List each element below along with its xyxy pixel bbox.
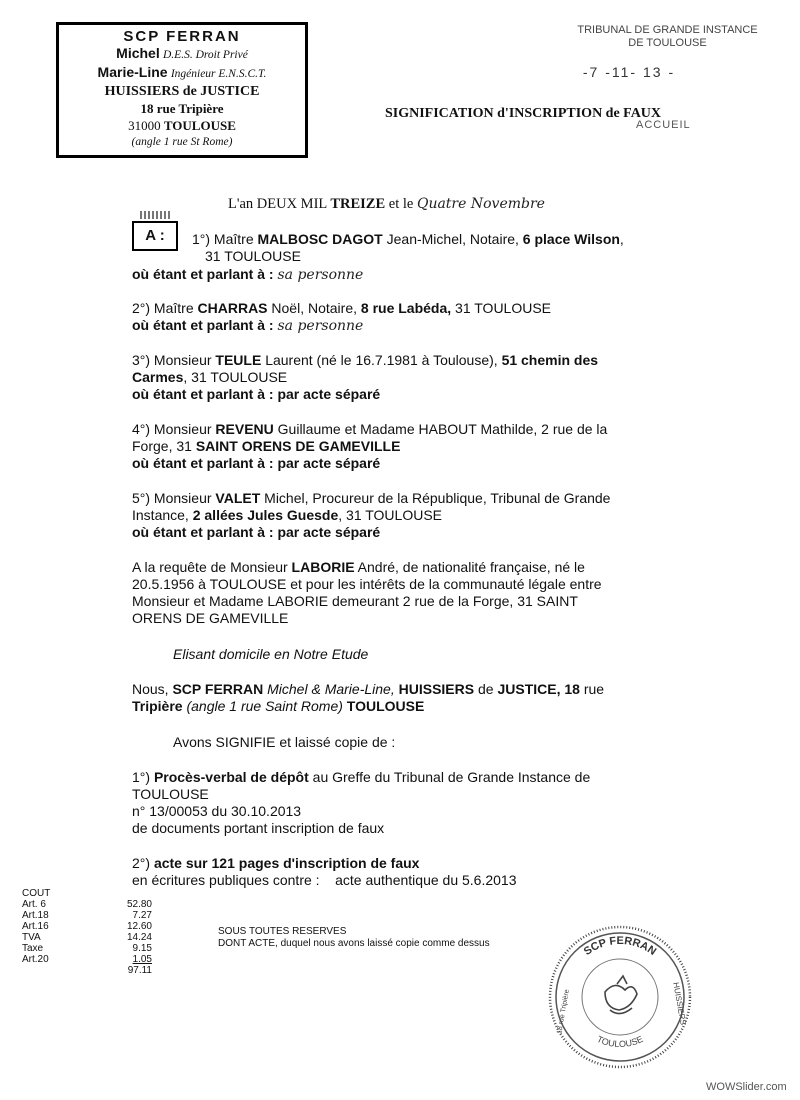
firm-title: HUISSIERS de JUSTICE [104,84,260,99]
party-4-line2-start: Forge, 31 [132,438,192,454]
cost-value: 12.60 [126,921,152,932]
item-1-line3: n° 13/00053 du 30.10.2013 [132,803,302,819]
nous-justice: JUSTICE, 18 [497,681,580,697]
nous-street: Tripière [132,698,183,714]
firm-header-box [56,22,308,158]
party-1-detail: Jean-Michel, Notaire, [386,231,519,247]
footer-line2: DONT ACTE, duquel nous avons laissé copie comme dessus [218,938,490,949]
party-1-address: 6 place Wilson [522,231,620,247]
request-start: A la requête de Monsieur [132,559,288,575]
item-1-line1 [132,769,590,786]
intro-year: TREIZE [330,196,386,212]
marieline-name: Marie-Line [97,64,168,80]
cost-total: 97.11 [127,965,152,976]
item-1-title: Procès-verbal de dépôt [153,769,309,785]
nous-note: (angle 1 rue Saint Rome) [186,698,343,714]
party-2-speaking [132,317,363,335]
seal-text-right: HUISSIERS [671,981,688,1026]
party-3-line2 [132,369,287,386]
firm-postal: 31000 [128,118,161,133]
nous-start: Nous, [132,681,169,697]
party-4-detail: Guillaume et Madame HABOUT Mathilde, 2 rue de la [277,421,608,437]
party-3-num: 3°) Monsieur [132,352,212,368]
item-2-title: acte sur 121 pages d'inscription de faux [153,855,420,871]
party-1-line2: 31 TOULOUSE [205,248,301,264]
nous-line2 [132,698,424,715]
firm-city: TOULOUSE [163,118,236,133]
document-title: SIGNIFICATION d'INSCRIPTION de FAUX [385,106,662,121]
intro-suffix: et le [388,196,414,212]
cost-value: 14.24 [126,932,152,943]
party-4-speaking: où étant et parlant à : par acte séparé [132,455,381,471]
court-stamp-accueil: ACCUEIL [636,119,691,131]
request-line4: ORENS DE GAMEVILLE [132,610,289,626]
party-4-line2 [132,438,400,455]
item-1-line4: de documents portant inscription de faux [132,820,385,836]
party-2-speaking-hand: sa personne [277,318,364,334]
domicile-line: Elisant domicile en Notre Etude [173,646,369,662]
party-2-speaking-label: où étant et parlant à : [132,317,274,333]
item-2-line2: en écritures publiques contre : acte authentique du 5.6.2013 [132,872,517,888]
party-1-speaking-hand: sa personne [277,267,364,283]
seal-text-bottom: TOULOUSE [595,1033,645,1050]
court-stamp [560,24,775,50]
party-5-line2-start: Instance, [132,507,189,523]
michel-name: Michel [116,45,160,61]
cost-table [0,888,160,988]
party-3-line1 [132,352,598,369]
request-line1 [132,559,585,576]
court-stamp-line2: DE TOULOUSE [628,37,707,49]
item-2-num: 2°) [132,855,151,871]
firm-name: SCP FERRAN [123,28,241,45]
party-3-speaking: où étant et parlant à : par acte séparé [132,386,381,402]
party-5-detail: Michel, Procureur de la République, Tribunal de Grande [264,490,611,506]
party-3-address: 51 chemin des [501,352,599,368]
intro-hand-date: Quatre Novembre [416,196,545,212]
party-5-line2-end: , 31 TOULOUSE [338,507,442,523]
nous-names: Michel & Marie-Line, [267,681,395,697]
cost-value: 52.80 [126,899,152,910]
cost-label: Art.16 [22,921,49,932]
cost-value: 1.05 [132,954,152,965]
footer-line1: SOUS TOUTES RESERVES [218,926,347,937]
cost-label: Art.18 [22,910,49,921]
party-5-num: 5°) Monsieur [132,490,212,506]
court-stamp-date: -7 -11- 13 - [582,64,676,80]
marieline-quals: Ingénieur E.N.S.C.T. [170,68,267,80]
party-3-name: TEULE [215,352,262,368]
party-1-speaking [132,266,363,284]
cost-value: 7.27 [132,910,152,921]
cost-label: TVA [22,932,41,943]
nous-huissiers: HUISSIERS [398,681,475,697]
cost-label: Art.20 [22,954,49,965]
party-1-num: 1°) Maître [192,231,254,247]
stamp-dots [140,211,170,219]
item-2-line1 [132,855,419,872]
request-name: LABORIE [291,559,355,575]
seal-emblem-icon [605,976,637,1014]
request-line2: 20.5.1956 à TOULOUSE et pour les intérêts de la communauté légale entre [132,576,602,592]
party-2-name: CHARRAS [197,300,268,316]
party-2-line1 [132,300,551,317]
firm-note: (angle 1 rue St Rome) [131,136,233,148]
michel-quals: D.E.S. Droit Privé [162,49,248,61]
nous-rue: rue [583,681,605,697]
nous-de: de [477,681,494,697]
official-seal-stamp [545,922,695,1072]
item-1-num: 1°) [132,769,151,785]
party-5-speaking: où étant et parlant à : par acte séparé [132,524,381,540]
party-4-num: 4°) Monsieur [132,421,212,437]
party-3-address-rest: , 31 TOULOUSE [183,369,288,385]
seal-text-left: 18 rue Tripière [556,988,571,1035]
party-1-line1 [192,231,624,248]
intro-line [228,196,545,213]
cost-title: COUT [22,888,51,899]
party-3-address2: Carmes [132,369,184,385]
party-2-num: 2°) Maître [132,300,194,316]
nous-city: TOULOUSE [346,698,425,714]
party-5-name: VALET [215,490,261,506]
party-5-line1 [132,490,610,507]
party-3-detail: Laurent (né le 16.7.1981 à Toulouse), [265,352,498,368]
party-1-name: MALBOSC DAGOT [257,231,383,247]
party-2-detail: Noël, Notaire, [271,300,357,316]
party-1-speaking-label: où étant et parlant à : [132,266,274,282]
party-1-address-rest: , [619,231,624,247]
party-2-address-rest: 31 TOULOUSE [455,300,552,316]
nous-line1 [132,681,604,698]
firm-street: 18 rue Tripière [140,101,224,116]
intro-prefix: L'an DEUX MIL [228,196,327,212]
signifie-line: Avons SIGNIFIE et laissé copie de : [173,734,396,750]
party-4-city: SAINT ORENS DE GAMEVILLE [195,438,401,454]
court-stamp-line1: TRIBUNAL DE GRANDE INSTANCE [577,24,758,36]
request-end: André, de nationalité française, né le [357,559,585,575]
footer-notes [218,926,490,950]
seal-text-top: SCP FERRAN [581,934,659,958]
cost-label: Art. 6 [22,899,46,910]
party-5-address: 2 allées Jules Guesde [192,507,339,523]
item-1-rest: au Greffe du Tribunal de Grande Instance de [312,769,591,785]
party-2-address: 8 rue Labéda, [360,300,452,316]
party-4-name: REVENU [215,421,274,437]
cost-value: 9.15 [132,943,152,954]
item-1-line2: TOULOUSE [132,786,209,802]
nous-firm: SCP FERRAN [172,681,264,697]
a-box: A : [132,221,178,251]
request-line3: Monsieur et Madame LABORIE demeurant 2 rue de la Forge, 31 SAINT [132,593,578,609]
cost-label: Taxe [22,943,44,954]
party-5-line2 [132,507,442,524]
watermark: WOWSlider.com [706,1081,787,1093]
party-4-line1 [132,421,607,438]
